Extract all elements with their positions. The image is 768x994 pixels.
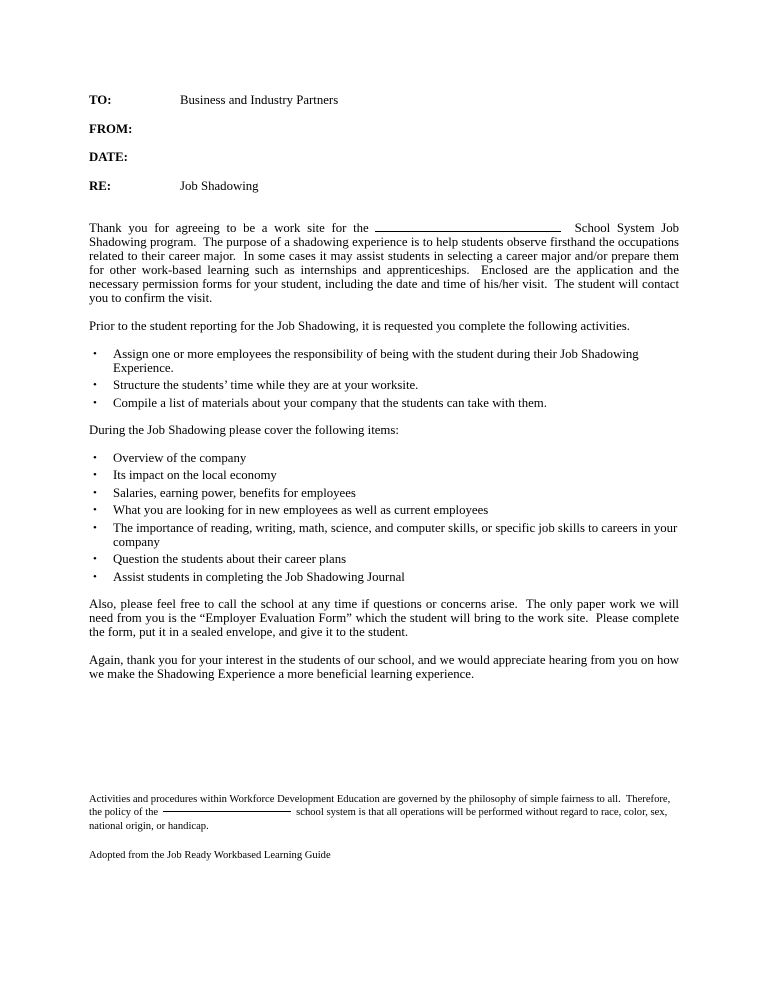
prior-activities-paragraph: Prior to the student reporting for the Job Shadowing, it is requested you complete the following activities. (89, 318, 630, 333)
field-value-from (180, 122, 679, 136)
field-label-to: TO: (89, 93, 112, 107)
bullet-icon: • (93, 451, 97, 464)
list-item (89, 396, 679, 410)
list-item-text: Assist students in completing the Job Shadowing Journal (113, 569, 405, 584)
list-item (89, 521, 679, 549)
footnote-text-before-blank: Activities and procedures within Workforce Development Education are governed by the philosophy of simple fairness to all. Therefore, the policy of the (89, 793, 673, 818)
memo-field-re (89, 179, 679, 193)
list-item (89, 451, 679, 465)
bullet-icon: • (93, 486, 97, 499)
bullet-icon: • (93, 521, 97, 534)
list-item (89, 486, 679, 500)
adopted-from-note: Adopted from the Job Ready Workbased Learning Guide (89, 850, 331, 861)
bullet-icon: • (93, 469, 97, 481)
activities-list (89, 347, 679, 410)
footnote-text-after-blank: school system is that all operations will be performed without regard to race, color, sex, national origin, or handicap. (89, 807, 670, 832)
bullet-icon: • (93, 379, 97, 391)
bullet-icon: • (93, 504, 97, 516)
list-item-text: Salaries, earning power, benefits for employees (113, 485, 356, 500)
intro-text-after-blank: School System Job Shadowing program. The purpose of a shadowing experience is to help students observe firsthand the occupations related to their career major. In some cases it may assist students in selecting a career major and/or prepare them for other work-based learning such as internships and apprenticeships. Enclosed are the application and the necessary permission forms for your student, including the date and time of his/her visit. The student will contact you to confirm the visit. (89, 220, 683, 305)
field-value-re: Job Shadowing (180, 178, 259, 193)
thanks-paragraph: Again, thank you for your interest in the students of our school, and we would appreciate hearing from you on how we make the Shadowing Experience a more beneficial learning experience. (89, 652, 683, 681)
fairness-policy-footnote (89, 793, 679, 834)
intro-text-before-blank: Thank you for agreeing to be a work site for the (89, 220, 376, 235)
list-item-text: Assign one or more employees the responsibility of being with the student during their Job Shadowing Experience. (113, 346, 639, 375)
memo-field-date (89, 150, 679, 164)
field-value-date (180, 150, 679, 164)
intro-paragraph (89, 220, 683, 305)
cover-items-list (89, 451, 679, 584)
field-value-to: Business and Industry Partners (180, 93, 339, 107)
list-item-text: Its impact on the local economy (113, 468, 277, 482)
footnote-blank-line (163, 811, 291, 813)
list-item-text: The importance of reading, writing, math, science, and computer skills, or specific job skills to careers in your company (113, 520, 678, 549)
list-item (89, 552, 679, 566)
list-item (89, 347, 679, 375)
list-item-text: Overview of the company (113, 450, 247, 465)
list-item-text: Compile a list of materials about your company that the students can take with them. (113, 395, 547, 410)
memo-header (89, 93, 679, 193)
memo-field-to (89, 93, 679, 107)
list-item (89, 468, 679, 482)
bullet-icon: • (93, 570, 97, 583)
bullet-icon: • (93, 396, 97, 409)
field-label-re: RE: (89, 178, 112, 193)
list-item (89, 503, 679, 517)
cover-items-paragraph: During the Job Shadowing please cover the following items: (89, 422, 399, 437)
field-label-date: DATE: (89, 150, 128, 164)
bullet-icon: • (93, 553, 97, 565)
field-label-from: FROM: (89, 121, 133, 136)
call-school-paragraph: Also, please feel free to call the school at any time if questions or concerns arise. The only paper work we will need from you is the “Employer Evaluation Form” which the student will bring to the work site. Please complete the form, put it in a sealed envelope, and give it to the student. (89, 596, 683, 639)
list-item (89, 378, 679, 392)
memo-field-from (89, 122, 679, 136)
bullet-icon: • (93, 347, 97, 360)
blank-fill-line (375, 220, 561, 232)
list-item-text: Question the students about their career plans (113, 552, 347, 566)
list-item-text: What you are looking for in new employees as well as current employees (113, 503, 489, 517)
list-item (89, 570, 679, 584)
list-item-text: Structure the students’ time while they are at your worksite. (113, 378, 419, 392)
